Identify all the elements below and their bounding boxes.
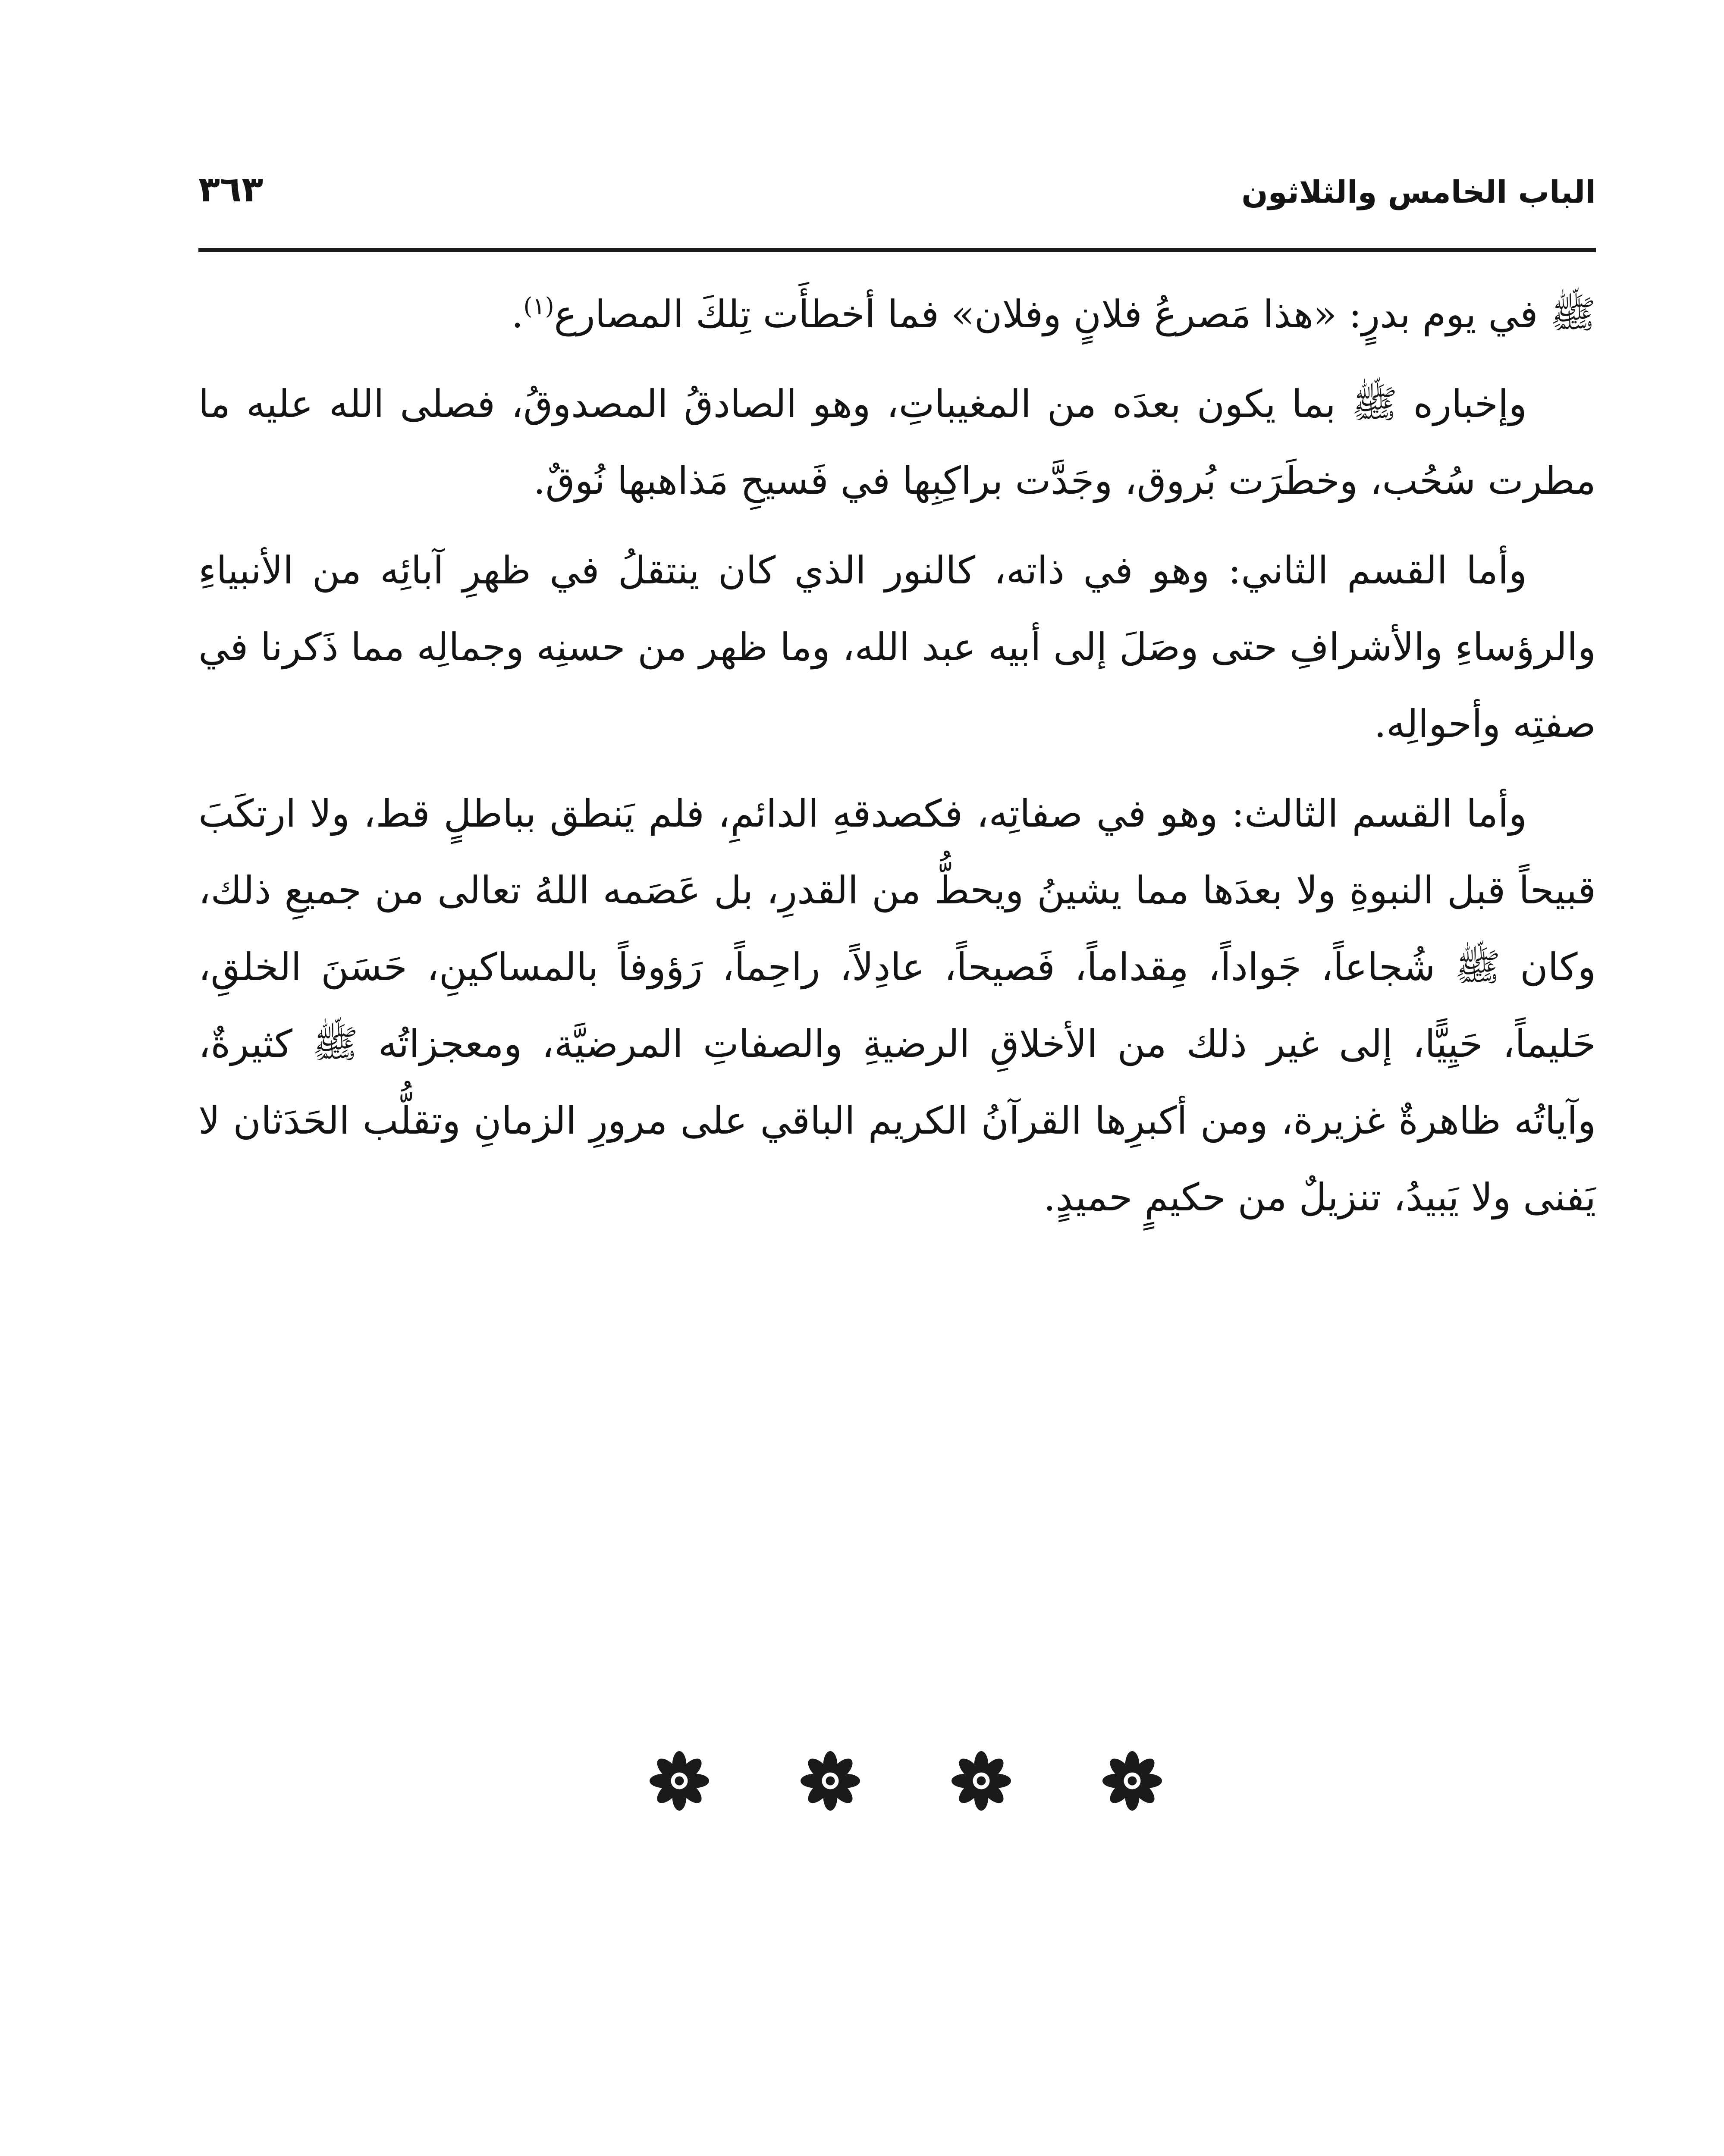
main-text	[198, 276, 1596, 1249]
paragraph-4: وأما القسم الثالث: وهو في صفاتِه، فكصدقهِ الدائمِ، فلم يَنطق بباطلٍ قط، ولا ارتكَبَ قبيحاً قبل النبوةِ ولا بعدَها مما يشينُ ويحطُّ من القدرِ، بل عَصَمه اللهُ تعالى من جميعِ ذلك، وكان ﷺ شُجاعاً، جَواداً، مِقداماً، فَصيحاً، عادِلاً، راحِماً، رَؤوفاً بالمساكينِ، حَسَنَ الخلقِ، حَليماً، حَيِيًّا، إلى غير ذلك من الأخلاقِ الرضيةِ والصفاتِ المرضيَّة، ومعجزاتُه ﷺ كثيرةٌ، وآياتُه ظاهرةٌ غزيرة، ومن أكبرِها القرآنُ الكريم الباقي على مرورِ الزمانِ وتقلُّب الحَدَثان لا يَفنى ولا يَبيدُ، تنزيلٌ من حكيمٍ حميدٍ.	[198, 791, 1596, 1219]
flower-ornament-icon	[647, 1749, 712, 1813]
section-ornaments	[647, 1746, 1165, 1815]
paragraph-1: ﷺ في يوم بدرٍ: «هذا مَصرعُ فلانٍ وفلان» فما أخطأَت تِلكَ المصارع$^{(١)}$.	[511, 292, 1596, 336]
flower-ornament-icon	[798, 1749, 863, 1813]
paragraph-2: وإخباره ﷺ بما يكون بعدَه من المغيباتِ، وهو الصادقُ المصدوقُ، فصلى الله عليه ما مطرت سُحُب، وخطَرَت بُروق، وجَدَّت براكِبِها في فَسيحِ مَذاهبها نُوقٌ.	[198, 382, 1596, 503]
flower-ornament-icon	[1100, 1749, 1165, 1813]
header-divider	[198, 248, 1596, 252]
paragraph-3: وأما القسم الثاني: وهو في ذاته، كالنور الذي كان ينتقلُ في ظهرِ آبائِه من الأنبياءِ والرؤساءِ والأشرافِ حتى وصَلَ إلى أبيه عبد الله، وما ظهر من حسنِه وجمالِه مما ذَكرنا في صفتِه وأحوالِه.	[198, 548, 1596, 746]
flower-ornament-icon	[949, 1749, 1014, 1813]
chapter-title: الباب الخامس والثلاثون	[1241, 174, 1596, 210]
paragraph-1-text: ﷺ في يوم بدرٍ: «هذا مَصرعُ فلانٍ وفلان» فما أخطأَت تِلكَ المصارع	[554, 292, 1596, 336]
running-header	[198, 155, 1596, 220]
page-number: ٣٦٣	[198, 169, 264, 210]
footnote-marker: (١)	[523, 292, 554, 320]
